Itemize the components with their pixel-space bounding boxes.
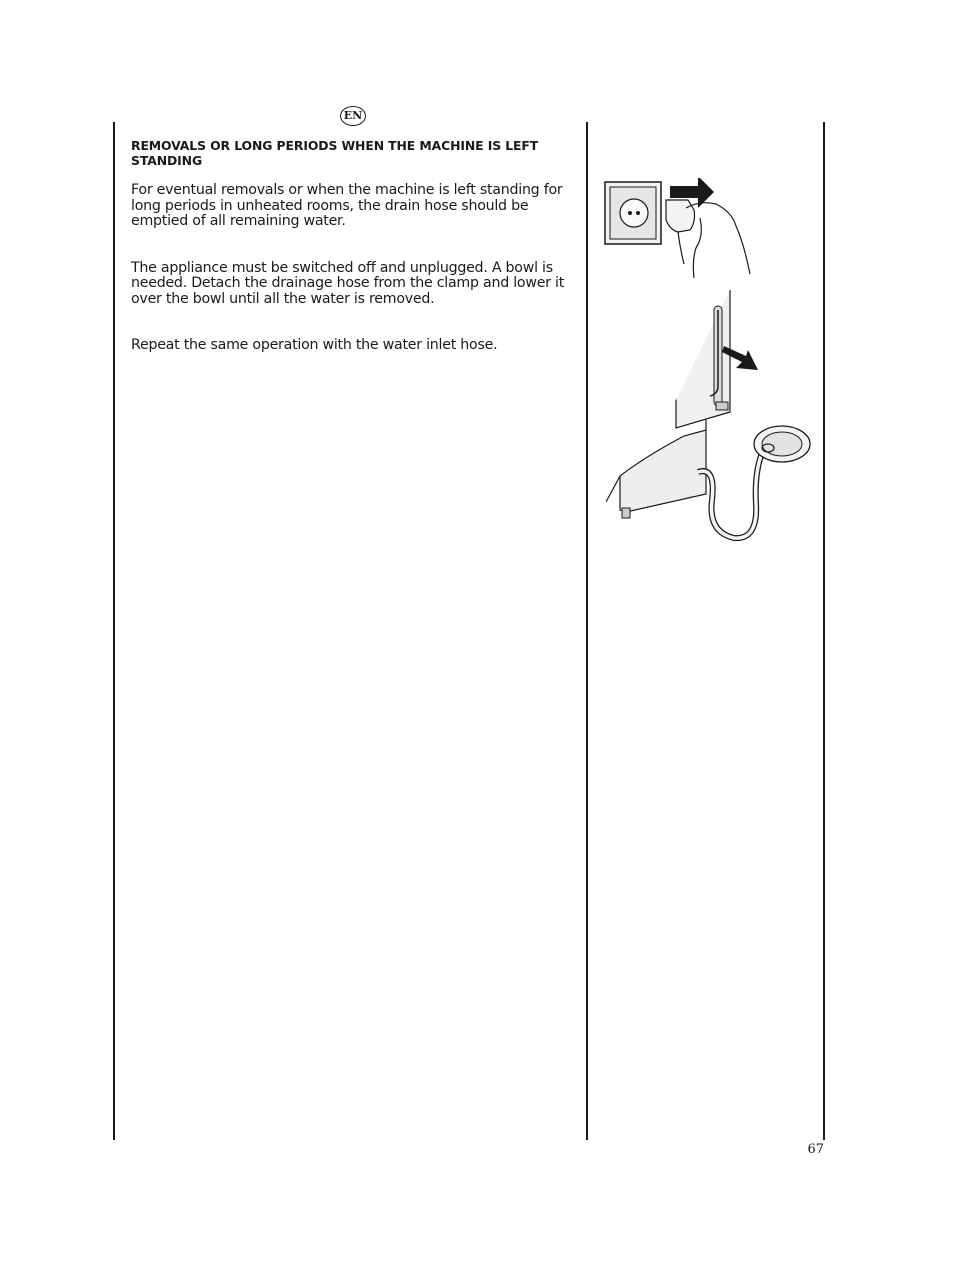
drain-into-bowl-illustration: [606, 420, 812, 546]
paragraph-inlet-hose: Repeat the same operation with the water inlet hose.: [131, 337, 498, 353]
section-heading: REMOVALS OR LONG PERIODS WHEN THE MACHINE IS LEFT STANDING: [131, 138, 539, 168]
left-column-rule: [113, 122, 115, 1140]
language-badge: EN: [340, 106, 366, 126]
text-column: [131, 138, 571, 354]
middle-column-rule: [586, 122, 588, 1140]
paragraph-removals: For eventual removals or when the machine is left standing for long periods in unheated rooms, the drain hose should be emptied of all remaining water.: [131, 182, 563, 229]
page-number: 67: [807, 1142, 824, 1157]
right-column-rule: [823, 122, 825, 1140]
unplug-socket-illustration: [604, 178, 756, 286]
paragraph-unplug: The appliance must be switched off and unplugged. A bowl is needed. Detach the drainage hose from the clamp and lower it over the bowl until all the water is removed.: [131, 259, 565, 307]
detach-hose-illustration: [674, 290, 760, 430]
